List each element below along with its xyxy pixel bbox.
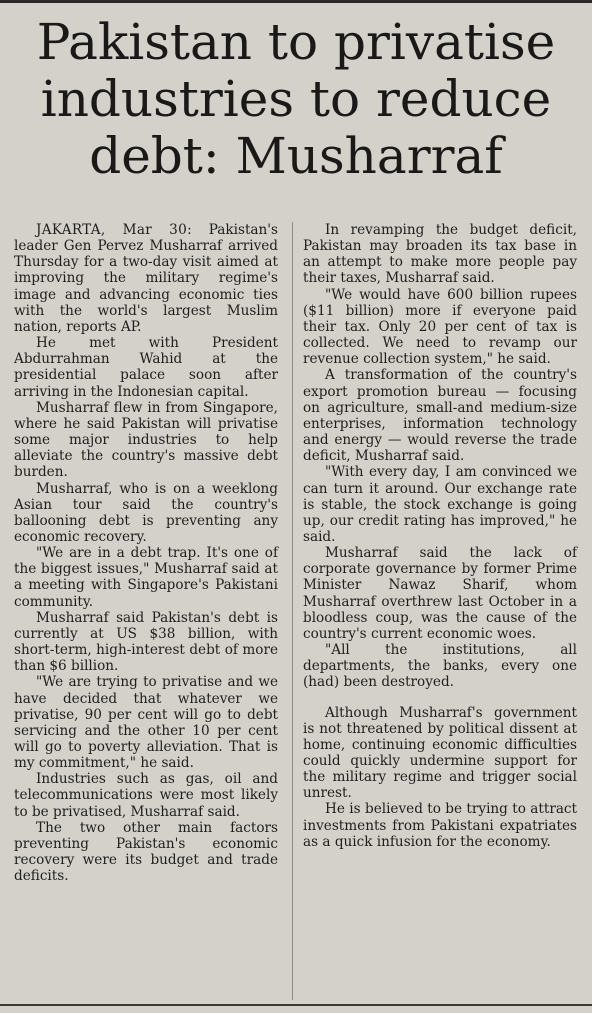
paragraph: A transformation of the country's export promotion bureau — focusing on agriculture, small-and medium-size enterprises, information technology and energy — would reverse the trade deficit, Musharraf said. [303, 367, 577, 465]
paragraph: Musharraf said the lack of corporate governance by former Prime Minister Nawaz Sharif, whom Musharraf overthrew last October in a bloodless coup, was the cause of the country's current economic woes. [303, 545, 577, 642]
paragraph: "We are trying to privatise and we have decided that whatever we privatise, 90 per cent will go to debt servicing and the other 10 per cent will go to poverty alleviation. That is my commitment," he said. [14, 674, 278, 772]
column-divider [292, 222, 293, 1000]
paragraph: The two other main factors preventing Pakistan's economic recovery were its budget and trade deficits. [14, 819, 278, 885]
article-column-right [303, 222, 577, 850]
dateline: JAKARTA, Mar 30: [36, 222, 192, 238]
top-rule [0, 0, 592, 3]
paragraph: Musharraf flew in from Singapore, where he said Pakistan will privatise some major industries to help alleviate the country's massive debt burden. [14, 399, 278, 481]
paragraph: "We would have 600 billion rupees ($11 billion) more if everyone paid their tax. Only 20 per cent of tax is collected. We need to revamp our revenue collection system," he said. [303, 286, 577, 368]
bottom-rule [0, 1004, 592, 1006]
paragraph: "We are in a debt trap. It's one of the biggest issues," Musharraf said at a meeting with Singapore's Pakistani community. [14, 545, 278, 610]
headline: Pakistan to privatise industries to reduce debt: Musharraf [36, 13, 556, 185]
paragraph: He is believed to be trying to attract investments from Pakistani expatriates as a quick infusion for the economy. [303, 801, 577, 850]
paragraph: "With every day, I am convinced we can turn it around. Our exchange rate is stable, the stock exchange is going up, our credit rating has improved," he said. [303, 464, 577, 545]
paragraph: He met with President Abdurrahman Wahid at the presidential palace soon after arriving in the Indonesian capital. [14, 335, 278, 400]
paragraph: Musharraf said Pakistan's debt is currently at US $38 billion, with short-term, high-interest debt of more than $6 billion. [14, 609, 278, 675]
paragraph: Musharraf, who is on a weeklong Asian tour said the country's ballooning debt is preventing any economic recovery. [14, 480, 278, 545]
article-column-left [14, 222, 278, 884]
paragraph: In revamping the budget deficit, Pakistan may broaden its tax base in an attempt to make more people pay their taxes, Musharraf said. [303, 222, 577, 287]
paragraph: Although Musharraf's government is not threatened by political dissent at home, continuing economic difficulties could quickly undermine support for the military regime and trigger social unrest. [303, 704, 577, 802]
paragraph: Industries such as gas, oil and telecommunications were most likely to be privatised, Musharraf said. [14, 771, 278, 820]
paragraph-text: Pakistan's leader Gen Pervez Musharraf arrived Thursday for a two-day visit aimed at improving the military regime's image and advancing economic ties with the world's largest Muslim nation, reports AP. [14, 222, 278, 335]
paragraph: "All the institutions, all departments, the banks, every one (had) been destroyed. [303, 642, 577, 691]
paragraph [14, 222, 278, 335]
